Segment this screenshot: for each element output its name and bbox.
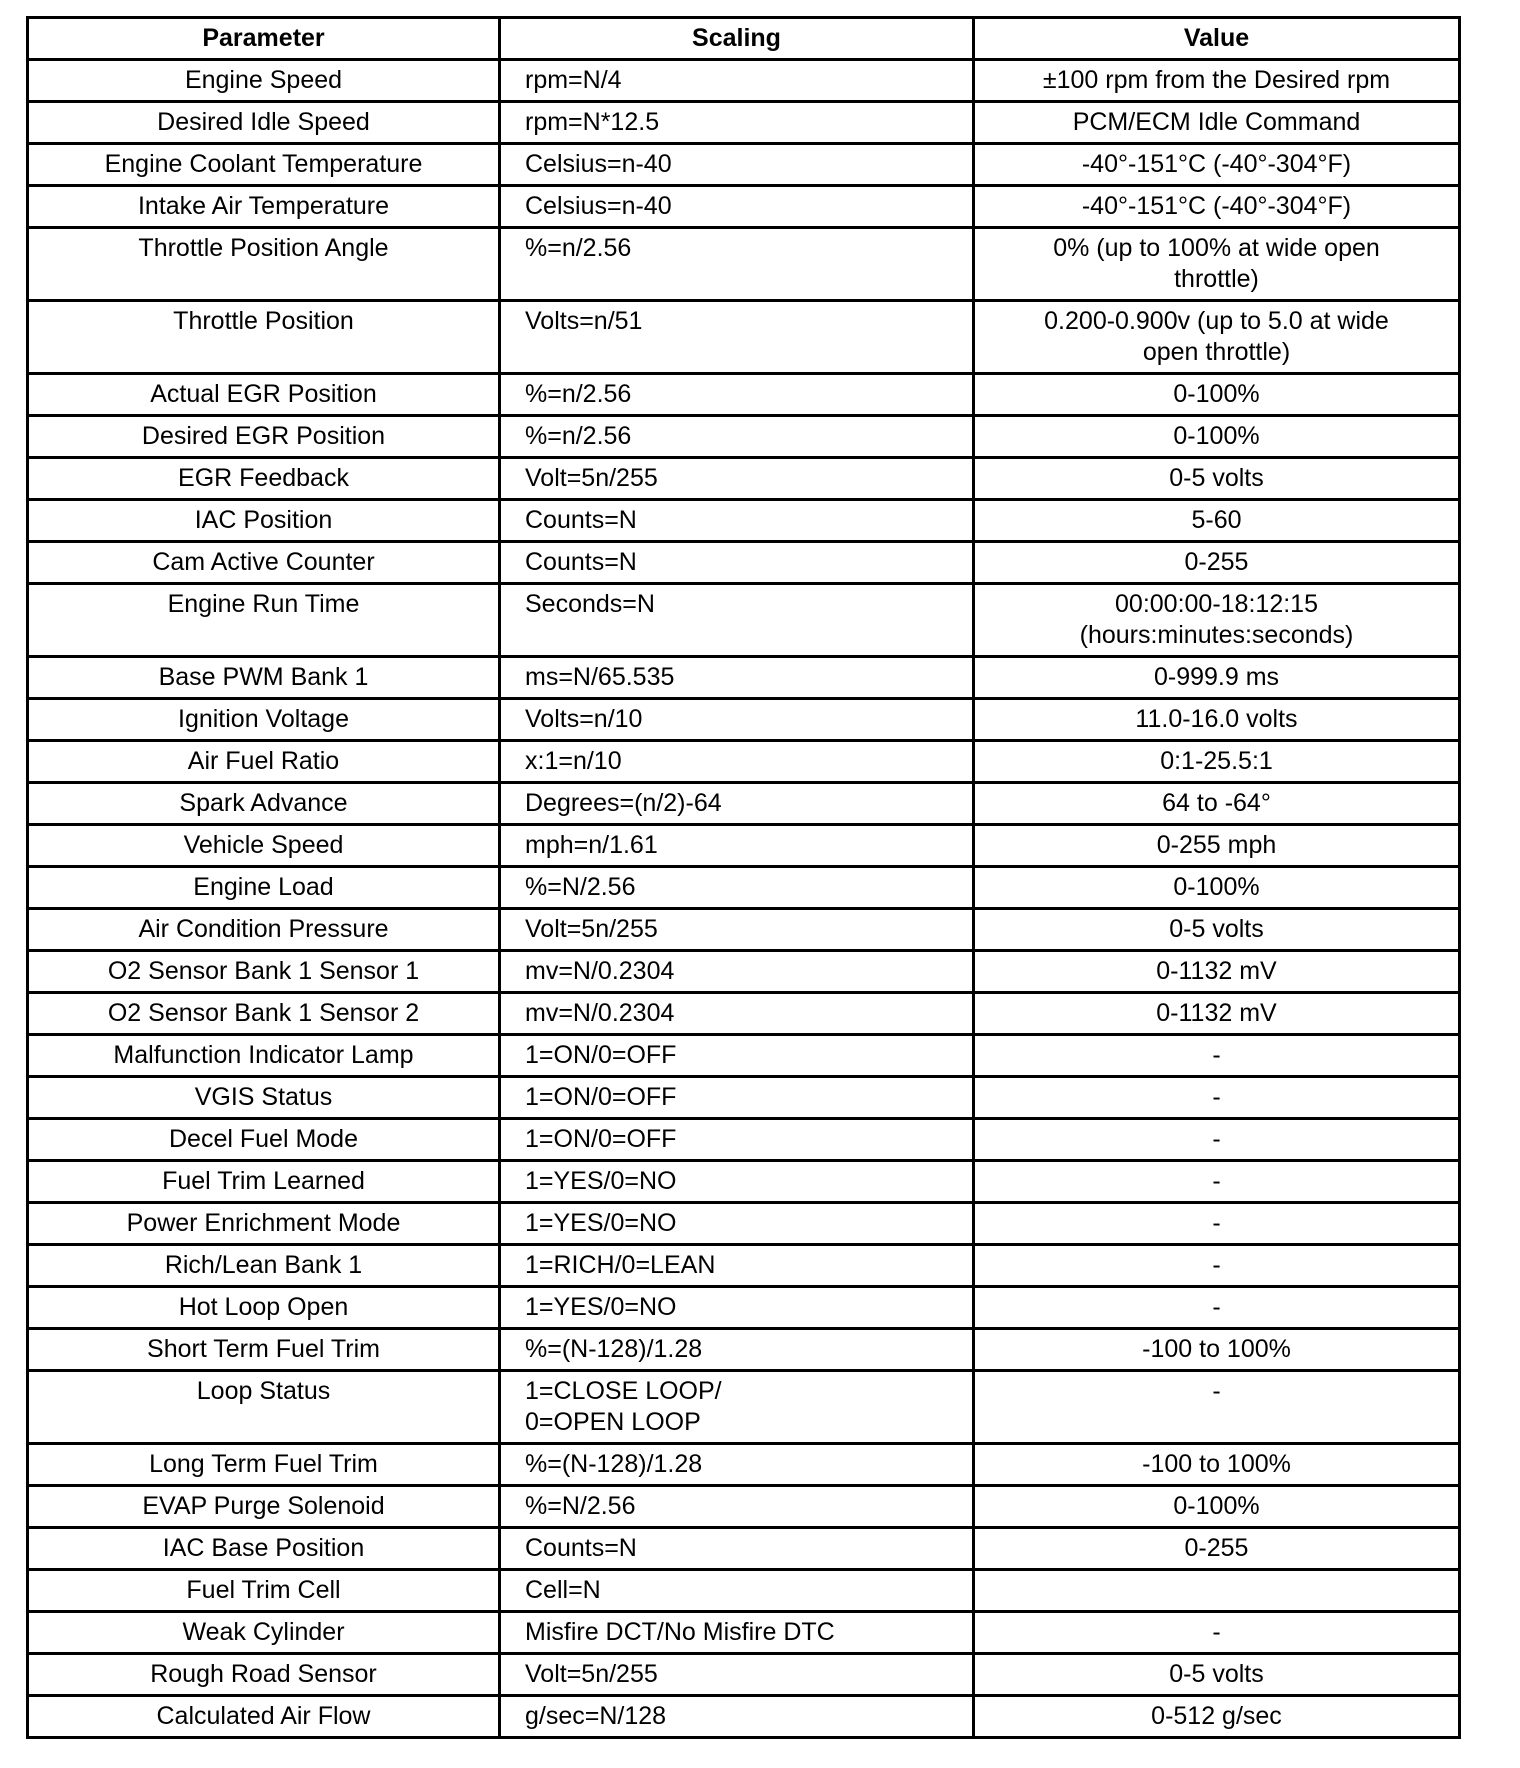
table-row [28, 1203, 1460, 1245]
scaling-cell: mph=n/1.61 [500, 825, 974, 867]
value-cell: 64 to -64° [974, 783, 1460, 825]
parameter-cell: Engine Load [28, 867, 500, 909]
parameter-table-sheet [26, 16, 1458, 1739]
table-row [28, 228, 1460, 301]
value-cell: -40°-151°C (-40°-304°F) [974, 186, 1460, 228]
scaling-cell: ms=N/65.535 [500, 657, 974, 699]
value-cell: 0-100% [974, 416, 1460, 458]
scaling-cell: %=N/2.56 [500, 867, 974, 909]
value-cell: 0:1-25.5:1 [974, 741, 1460, 783]
parameter-cell: O2 Sensor Bank 1 Sensor 1 [28, 951, 500, 993]
table-row [28, 1612, 1460, 1654]
table-row [28, 102, 1460, 144]
scaling-cell: 1=YES/0=NO [500, 1161, 974, 1203]
parameter-cell: Fuel Trim Cell [28, 1570, 500, 1612]
parameter-cell: Fuel Trim Learned [28, 1161, 500, 1203]
scaling-cell: Celsius=n-40 [500, 186, 974, 228]
table-row [28, 1329, 1460, 1371]
value-cell: 0-100% [974, 867, 1460, 909]
parameter-cell: Engine Run Time [28, 584, 500, 657]
scaling-cell: 1=ON/0=OFF [500, 1035, 974, 1077]
scaling-cell: Misfire DCT/No Misfire DTC [500, 1612, 974, 1654]
table-row [28, 301, 1460, 374]
scaling-cell: mv=N/0.2304 [500, 951, 974, 993]
table-row [28, 1570, 1460, 1612]
scaling-cell: Celsius=n-40 [500, 144, 974, 186]
parameter-cell: Power Enrichment Mode [28, 1203, 500, 1245]
parameter-cell: EGR Feedback [28, 458, 500, 500]
parameter-cell: IAC Base Position [28, 1528, 500, 1570]
parameter-cell: Throttle Position [28, 301, 500, 374]
scaling-cell: Degrees=(n/2)-64 [500, 783, 974, 825]
value-cell [974, 1570, 1460, 1612]
table-row [28, 584, 1460, 657]
parameter-cell: Spark Advance [28, 783, 500, 825]
value-cell: 0-255 [974, 542, 1460, 584]
value-cell: - [974, 1035, 1460, 1077]
table-row [28, 1287, 1460, 1329]
table-row [28, 1444, 1460, 1486]
table-row [28, 374, 1460, 416]
parameter-cell: Ignition Voltage [28, 699, 500, 741]
value-cell: - [974, 1119, 1460, 1161]
table-row [28, 1077, 1460, 1119]
value-cell: 0-255 [974, 1528, 1460, 1570]
parameter-cell: Decel Fuel Mode [28, 1119, 500, 1161]
value-cell: - [974, 1161, 1460, 1203]
value-cell: - [974, 1612, 1460, 1654]
value-cell: 0-512 g/sec [974, 1696, 1460, 1738]
scaling-cell: %=n/2.56 [500, 228, 974, 301]
scaling-cell: 1=ON/0=OFF [500, 1077, 974, 1119]
scaling-cell: 1=YES/0=NO [500, 1203, 974, 1245]
parameter-cell: Rich/Lean Bank 1 [28, 1245, 500, 1287]
table-row [28, 416, 1460, 458]
value-cell: 0.200-0.900v (up to 5.0 at wide open throttle) [974, 301, 1460, 374]
scaling-cell: 1=RICH/0=LEAN [500, 1245, 974, 1287]
scaling-cell: Volt=5n/255 [500, 1654, 974, 1696]
table-row [28, 867, 1460, 909]
scaling-cell: rpm=N*12.5 [500, 102, 974, 144]
parameter-cell: Loop Status [28, 1371, 500, 1444]
parameter-cell: Weak Cylinder [28, 1612, 500, 1654]
table-row [28, 909, 1460, 951]
value-cell: 00:00:00-18:12:15 (hours:minutes:seconds) [974, 584, 1460, 657]
scaling-cell: Counts=N [500, 542, 974, 584]
parameter-cell: Short Term Fuel Trim [28, 1329, 500, 1371]
table-row [28, 1035, 1460, 1077]
value-cell: 0-100% [974, 1486, 1460, 1528]
scaling-cell: Cell=N [500, 1570, 974, 1612]
parameter-cell: EVAP Purge Solenoid [28, 1486, 500, 1528]
table-row [28, 783, 1460, 825]
parameter-cell: Cam Active Counter [28, 542, 500, 584]
table-row [28, 458, 1460, 500]
value-cell: PCM/ECM Idle Command [974, 102, 1460, 144]
header-value: Value [974, 18, 1460, 60]
parameter-cell: Malfunction Indicator Lamp [28, 1035, 500, 1077]
table-row [28, 741, 1460, 783]
value-cell: -100 to 100% [974, 1444, 1460, 1486]
scaling-cell: 1=ON/0=OFF [500, 1119, 974, 1161]
table-row [28, 657, 1460, 699]
value-cell: ±100 rpm from the Desired rpm [974, 60, 1460, 102]
value-cell: 0-5 volts [974, 458, 1460, 500]
scaling-cell: Volt=5n/255 [500, 909, 974, 951]
table-row [28, 500, 1460, 542]
parameter-cell: Engine Speed [28, 60, 500, 102]
value-cell: 0-5 volts [974, 909, 1460, 951]
table-row [28, 1119, 1460, 1161]
value-cell: - [974, 1077, 1460, 1119]
parameter-cell: IAC Position [28, 500, 500, 542]
scaling-cell: Volts=n/51 [500, 301, 974, 374]
scaling-cell: 1=YES/0=NO [500, 1287, 974, 1329]
parameter-cell: Desired EGR Position [28, 416, 500, 458]
value-cell: 0-100% [974, 374, 1460, 416]
parameter-cell: Vehicle Speed [28, 825, 500, 867]
parameter-cell: Intake Air Temperature [28, 186, 500, 228]
table-row [28, 993, 1460, 1035]
table-row [28, 1245, 1460, 1287]
table-header [28, 18, 1460, 60]
table-row [28, 825, 1460, 867]
table-row [28, 951, 1460, 993]
scaling-cell: 1=CLOSE LOOP/ 0=OPEN LOOP [500, 1371, 974, 1444]
table-row [28, 1528, 1460, 1570]
value-cell: 0-1132 mV [974, 993, 1460, 1035]
header-scaling: Scaling [500, 18, 974, 60]
scaling-cell: Volt=5n/255 [500, 458, 974, 500]
value-cell: - [974, 1203, 1460, 1245]
parameter-cell: Air Condition Pressure [28, 909, 500, 951]
value-cell: 11.0-16.0 volts [974, 699, 1460, 741]
scaling-cell: rpm=N/4 [500, 60, 974, 102]
scaling-cell: %=n/2.56 [500, 416, 974, 458]
table-row [28, 542, 1460, 584]
value-cell: 0-1132 mV [974, 951, 1460, 993]
table-body [28, 60, 1460, 1738]
table-row [28, 1486, 1460, 1528]
value-cell: 5-60 [974, 500, 1460, 542]
parameter-cell: Engine Coolant Temperature [28, 144, 500, 186]
parameter-cell: Long Term Fuel Trim [28, 1444, 500, 1486]
scaling-cell: %=n/2.56 [500, 374, 974, 416]
value-cell: 0-999.9 ms [974, 657, 1460, 699]
header-row [28, 18, 1460, 60]
parameter-cell: Rough Road Sensor [28, 1654, 500, 1696]
scaling-cell: mv=N/0.2304 [500, 993, 974, 1035]
table-row [28, 60, 1460, 102]
parameter-cell: Desired Idle Speed [28, 102, 500, 144]
table-row [28, 144, 1460, 186]
parameter-cell: Base PWM Bank 1 [28, 657, 500, 699]
parameter-cell: Air Fuel Ratio [28, 741, 500, 783]
scaling-cell: Seconds=N [500, 584, 974, 657]
value-cell: 0-255 mph [974, 825, 1460, 867]
scaling-cell: Volts=n/10 [500, 699, 974, 741]
scaling-cell: g/sec=N/128 [500, 1696, 974, 1738]
table-row [28, 186, 1460, 228]
scaling-cell: Counts=N [500, 1528, 974, 1570]
scaling-cell: Counts=N [500, 500, 974, 542]
scaling-cell: %=(N-128)/1.28 [500, 1444, 974, 1486]
value-cell: 0% (up to 100% at wide open throttle) [974, 228, 1460, 301]
value-cell: - [974, 1245, 1460, 1287]
scaling-cell: %=N/2.56 [500, 1486, 974, 1528]
header-parameter: Parameter [28, 18, 500, 60]
value-cell: -40°-151°C (-40°-304°F) [974, 144, 1460, 186]
parameter-cell: Actual EGR Position [28, 374, 500, 416]
parameter-cell: O2 Sensor Bank 1 Sensor 2 [28, 993, 500, 1035]
table-row [28, 699, 1460, 741]
table-row [28, 1696, 1460, 1738]
scaling-cell: x:1=n/10 [500, 741, 974, 783]
value-cell: 0-5 volts [974, 1654, 1460, 1696]
parameter-cell: Hot Loop Open [28, 1287, 500, 1329]
parameter-table [26, 16, 1461, 1739]
table-row [28, 1371, 1460, 1444]
parameter-cell: Throttle Position Angle [28, 228, 500, 301]
value-cell: -100 to 100% [974, 1329, 1460, 1371]
parameter-cell: VGIS Status [28, 1077, 500, 1119]
table-row [28, 1654, 1460, 1696]
scaling-cell: %=(N-128)/1.28 [500, 1329, 974, 1371]
value-cell: - [974, 1287, 1460, 1329]
parameter-cell: Calculated Air Flow [28, 1696, 500, 1738]
value-cell: - [974, 1371, 1460, 1444]
table-row [28, 1161, 1460, 1203]
